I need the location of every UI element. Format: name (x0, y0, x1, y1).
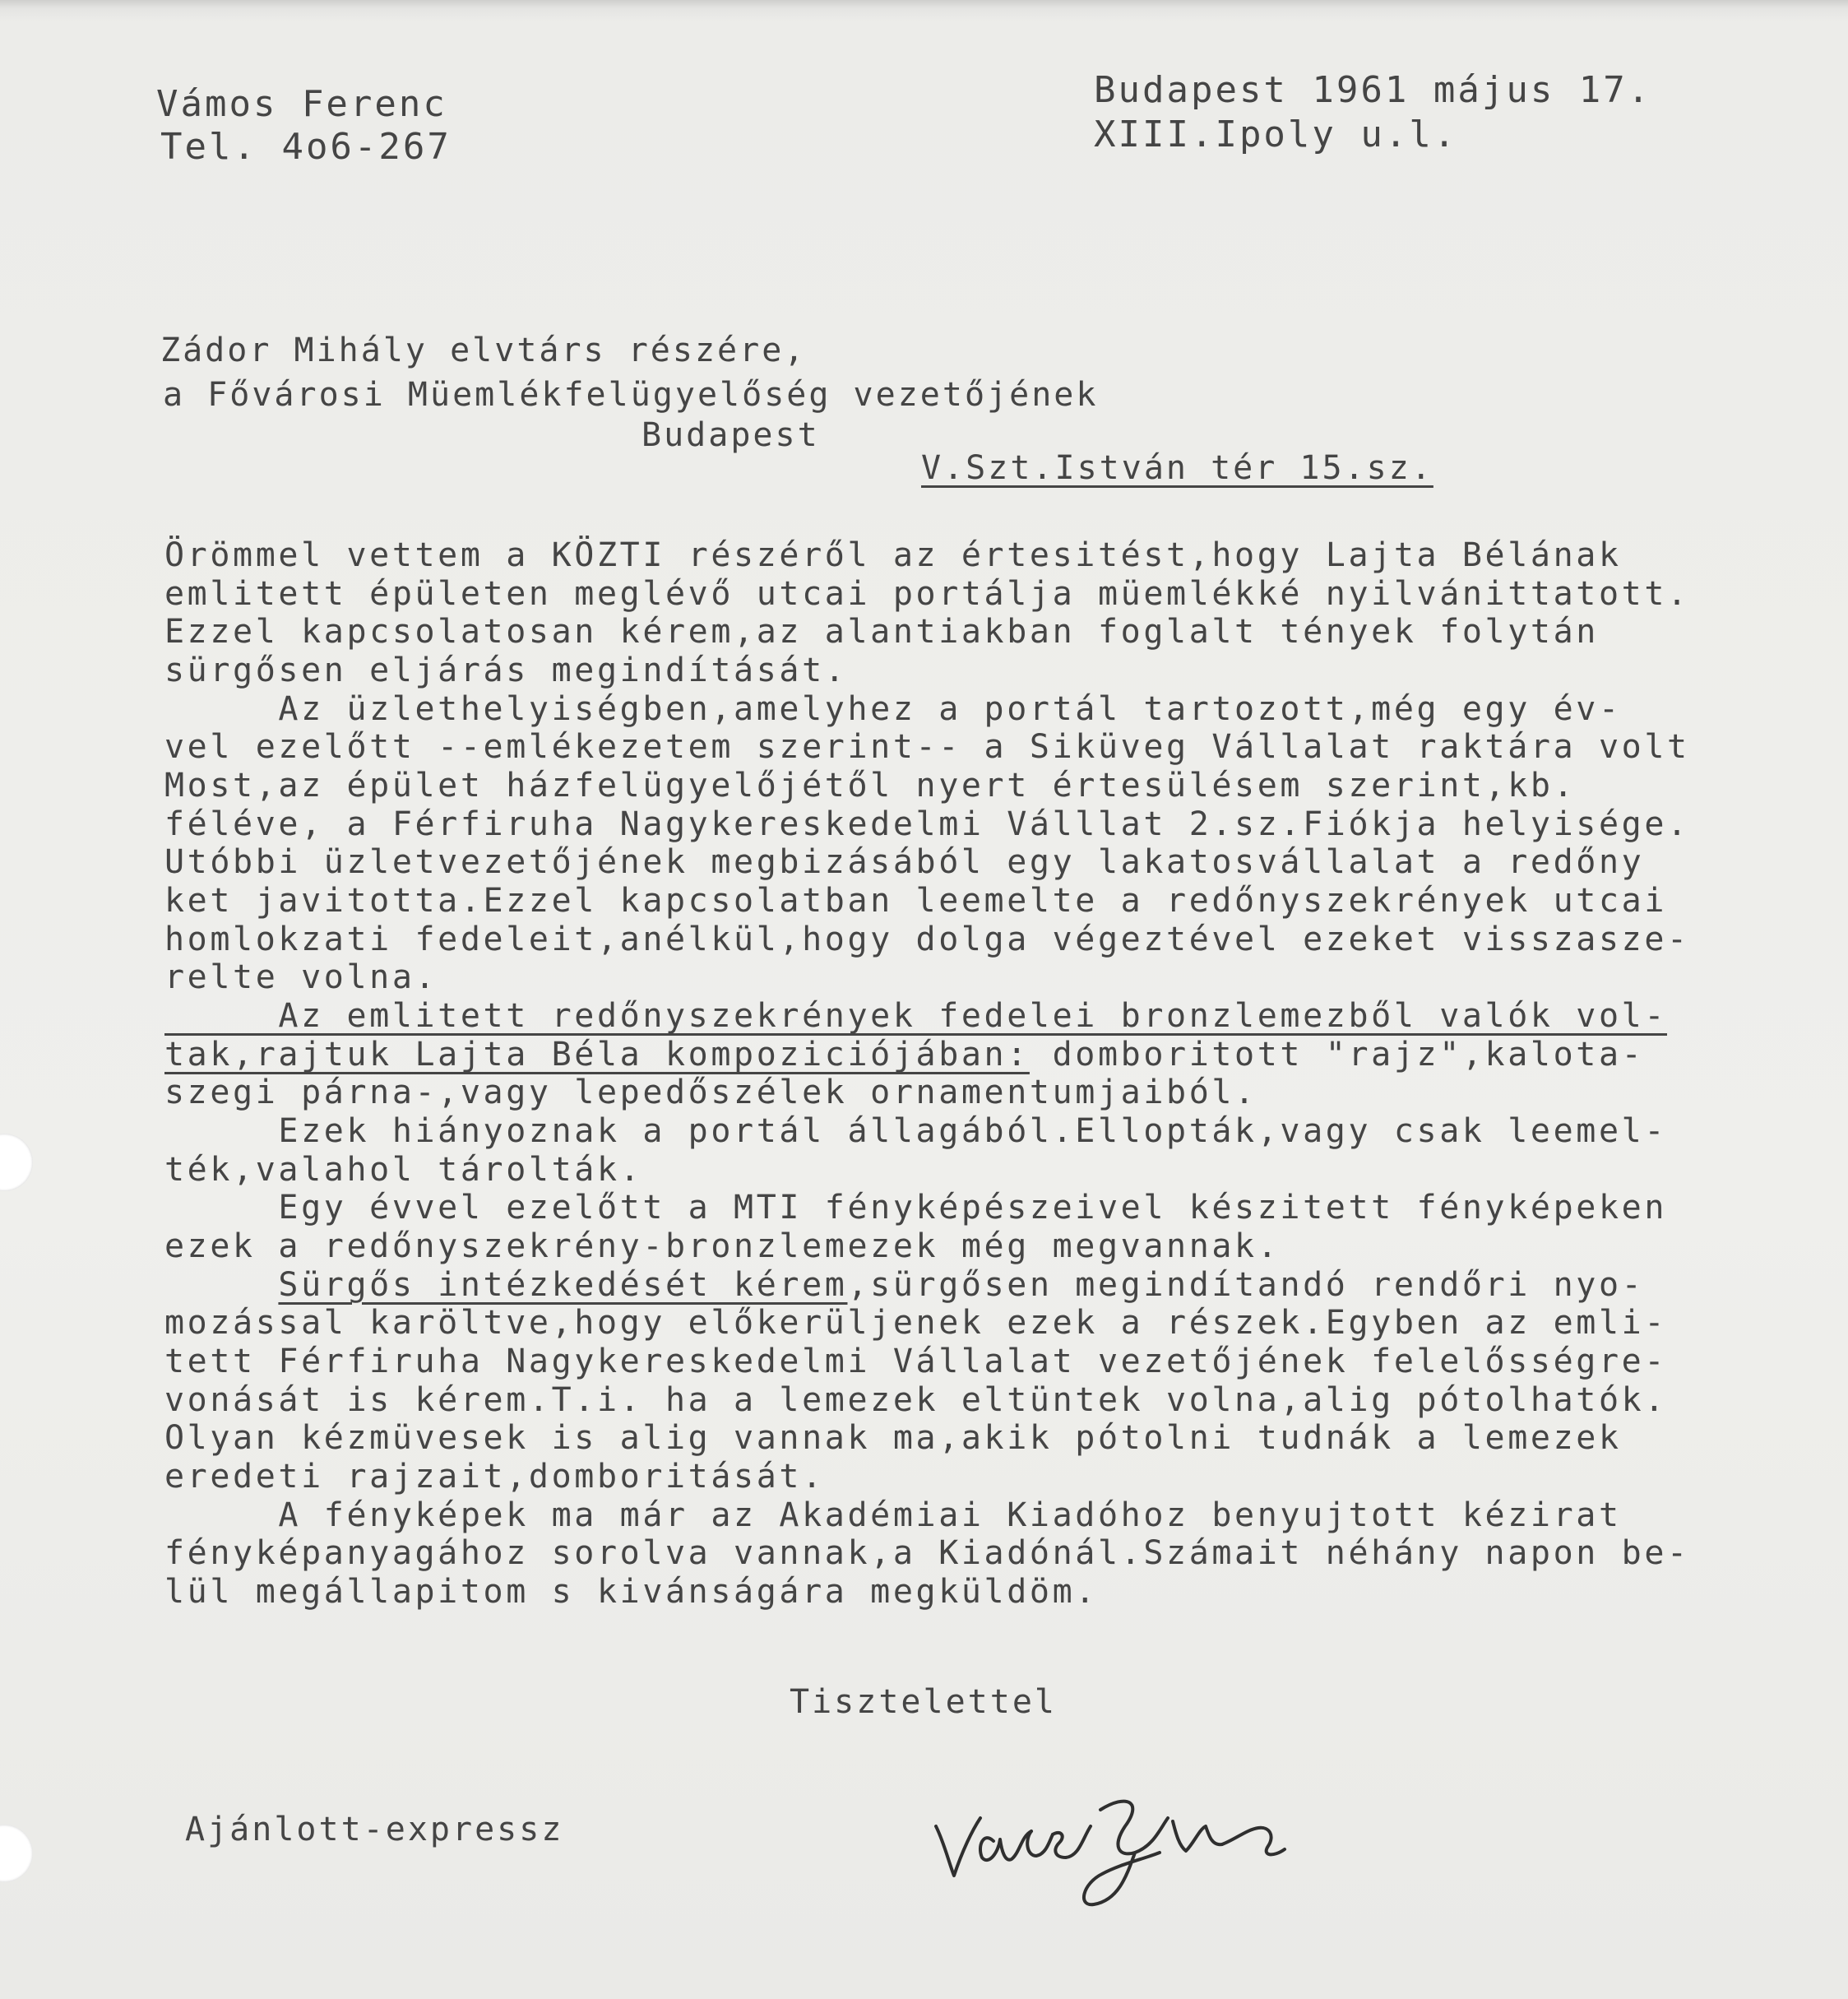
body-line: Olyan kézmüvesek is alig vannak ma,akik pótolni tudnák a lemezek (164, 1419, 1622, 1457)
punch-hole (0, 1134, 33, 1191)
body-line: fényképanyagához sorolva vannak,a Kiadónál.Számait néhány napon be- (164, 1534, 1690, 1572)
body-line: sürgősen eljárás megindítását. (164, 652, 848, 689)
sender-address: XIII.Ipoly u.l. (1094, 114, 1458, 155)
body-line: Ezek hiányoznak a portál állagából.Ellopták,vagy csak leemel- (164, 1112, 1668, 1150)
delivery-note: Ajánlott-expressz (185, 1811, 564, 1848)
recipient-city: Budapest (641, 416, 820, 454)
body-line: Utóbbi üzletvezetőjének megbizásából egy lakatosvállalat a redőny (164, 843, 1645, 881)
body-line: ezek a redőnyszekrény-bronzlemezek még megvannak. (164, 1227, 1281, 1265)
body-line-underlined: Az emlitett redőnyszekrények fedelei bronzlemezből valók vol- (164, 997, 1668, 1035)
body-line: Örömmel vettem a KÖZTI részéről az értesitést,hogy Lajta Bélának (164, 536, 1622, 574)
body-line: Ezzel kapcsolatosan kérem,az alantiakban foglalt tények folytán (164, 613, 1599, 651)
body-line-partly-underlined: tak,rajtuk Lajta Béla kompoziciójában: domboritott "rajz",kalota- (164, 1036, 1645, 1074)
body-line: lül megállapitom s kivánságára megküldöm. (164, 1573, 1098, 1611)
handwritten-signature (929, 1760, 1357, 1917)
body-line: Egy évvel ezelőtt a MTI fényképészeivel készitett fényképeken (164, 1189, 1668, 1227)
recipient-street: V.Szt.István tér 15.sz. (921, 449, 1433, 487)
sender-name: Vámos Ferenc (156, 83, 447, 125)
underlined-phrase: Sürgős intézkedését kérem (278, 1266, 848, 1304)
recipient-line-2: a Fővárosi Müemlékfelügyelőség vezetőjének (163, 376, 1099, 414)
date-line: Budapest 1961 május 17. (1094, 69, 1652, 111)
body-line: tett Férfiruha Nagykereskedelmi Vállalat vezetőjének felelősségre- (164, 1343, 1668, 1380)
body-line: relte volna. (164, 958, 438, 996)
body-line: mozással karöltve,hogy előkerüljenek ezek a részek.Egyben az emli- (164, 1304, 1668, 1342)
recipient-line-1: Zádor Mihály elvtárs részére, (160, 332, 807, 369)
body-line: vel ezelőtt --emlékezetem szerint-- a Siküveg Vállalat raktára volt (164, 728, 1690, 766)
body-line: eredeti rajzait,domboritását. (164, 1458, 825, 1496)
body-line: homlokzati fedeleit,anélkül,hogy dolga végeztével ezeket visszasze- (164, 921, 1690, 958)
body-line: A fényképek ma már az Akadémiai Kiadóhoz benyujtott kézirat (164, 1496, 1622, 1534)
punch-hole (0, 1825, 33, 1882)
body-line: Az üzlethelyiségben,amelyhez a portál tartozott,még egy év- (164, 690, 1622, 728)
body-line: Most,az épület házfelügyelőjétől nyert értesülésem szerint,kb. (164, 767, 1577, 805)
closing-greeting: Tisztelettel (790, 1683, 1057, 1721)
body-line: vonását is kérem.T.i. ha a lemezek eltüntek volna,alig pótolhatók. (164, 1381, 1668, 1419)
underlined-phrase: tak,rajtuk Lajta Béla kompoziciójában: (164, 1036, 1030, 1074)
body-line: féléve, a Férfiruha Nagykereskedelmi Válllat 2.sz.Fiókja helyisége. (164, 805, 1690, 843)
body-line: ték,valahol tárolták. (164, 1151, 643, 1189)
body-line: szegi párna-,vagy lepedőszélek ornamentumjaiból. (164, 1074, 1257, 1111)
body-line: emlitett épületen meglévő utcai portálja müemlékké nyilvánittatott. (164, 575, 1690, 613)
sender-phone: Tel. 4o6-267 (160, 126, 452, 168)
body-line: ket javitotta.Ezzel kapcsolatban leemelte a redőnyszekrények utcai (164, 882, 1668, 920)
body-line-partly-underlined: Sürgős intézkedését kérem,sürgősen megindítandó rendőri nyo- (278, 1266, 1645, 1304)
